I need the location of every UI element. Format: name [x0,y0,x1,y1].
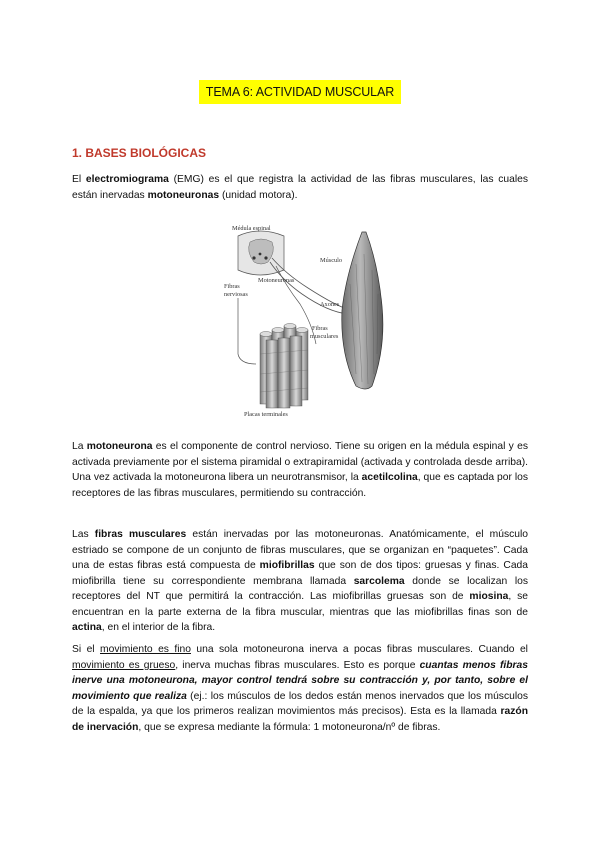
term-electromiograma: electromiograma [85,174,169,185]
label-placas-terminales: Placas terminales [244,411,288,418]
emphasis-control: cuantas menos fibras inerve una motoneurona, mayor control tendrá sobre su contracción y, por tanto, sobre el movimiento que realiza [72,659,528,702]
muscle-fiber-bundle [260,324,308,409]
term-movimiento-grueso: movimiento es grueso [72,659,176,671]
term-acetilcolina: acetilcolina [361,472,418,483]
page-title: TEMA 6: ACTIVIDAD MUSCULAR [199,80,401,104]
label-musculo: Músculo [320,257,343,264]
label-fibras-musculares-2: musculares [310,333,339,340]
term-miofibrillas: miofibrillas [259,560,315,571]
label-fibras-nerviosas-2: nerviosas [224,291,248,298]
term-miosina: miosina [469,591,509,602]
motor-unit-figure [216,214,392,422]
label-fibras-musculares-1: Fibras [312,325,328,332]
motor-unit-illustration [216,214,392,422]
paragraph-razon-inervacion: Si el movimiento es fino una sola motoneurona inerva a pocas fibras musculares. Cuando el movimiento es grueso, inerva muchas fibras musculares. Esto es porque cuantas menos fibras inerve una motoneurona, mayor control tendrá sobre su contracción y, por tanto, sobre el movimiento que realiza (ej.: los músculos de los dedos están menos inervados que los músculos de la espalda, ya que los primeros realizan movimientos más precisos). Esta es la llamada razón de inervación, que se expresa mediante la fórmula: 1 motoneurona/nº de fibras. [72,644,528,733]
label-fibras-nerviosas-1: Fibras [224,283,240,290]
term-actina: actina [72,622,102,633]
muscle-drawing [342,232,383,389]
paragraph-electromiograma: El electromiograma (EMG) es el que registra la actividad de las fibras musculares, las cuales están inervadas motoneuronas (unidad motora). [72,174,528,201]
section-heading-bases-biologicas: 1. BASES BIOLÓGICAS [72,146,207,160]
term-motoneurona: motoneurona [86,441,153,452]
term-sarcolema: sarcolema [353,575,405,587]
paragraph-motoneurona: La motoneurona es el componente de control nervioso. Tiene su origen en la médula espinal y es activada previamente por el sistema piramidal o extrapiramidal (activada y controlada desde arriba). Una vez activada la motoneurona libera un neurotransmisor, la acetilcolina, que es captada por los receptores de las fibras musculares, permitiendo su contracción. [72,441,528,499]
label-medula: Médula espinal [232,225,271,232]
paragraph-fibras-musculares: Las fibras musculares están inervadas por las motoneuronas. Anatómicamente, el músculo estriado se compone de un conjunto de fibras musculares, que se organizan en “paquetes”. Cada una de estas fibras está compuesta de miofibrillas que son de dos tipos: gruesas y finas. Cada miofibrilla tiene su correspondiente membrana llamada sarcolema donde se localizan los receptores del NT que permitirá la contracción. Las miofibrillas gruesas son de miosina, se encuentran en la parte externa de la fibra muscular, mientras que las miofibrillas finas son de actina, en el interior de la fibra. [72,529,529,633]
term-razon-inervacion: razón de inervación [72,706,528,733]
term-fibras-musculares: fibras musculares [94,529,187,540]
term-movimiento-fino: movimiento es fino [100,644,191,655]
label-motoneuronas: Motoneuronas [258,277,295,284]
label-axones: Axones [320,301,340,308]
term-motoneuronas: motoneuronas [147,189,220,201]
